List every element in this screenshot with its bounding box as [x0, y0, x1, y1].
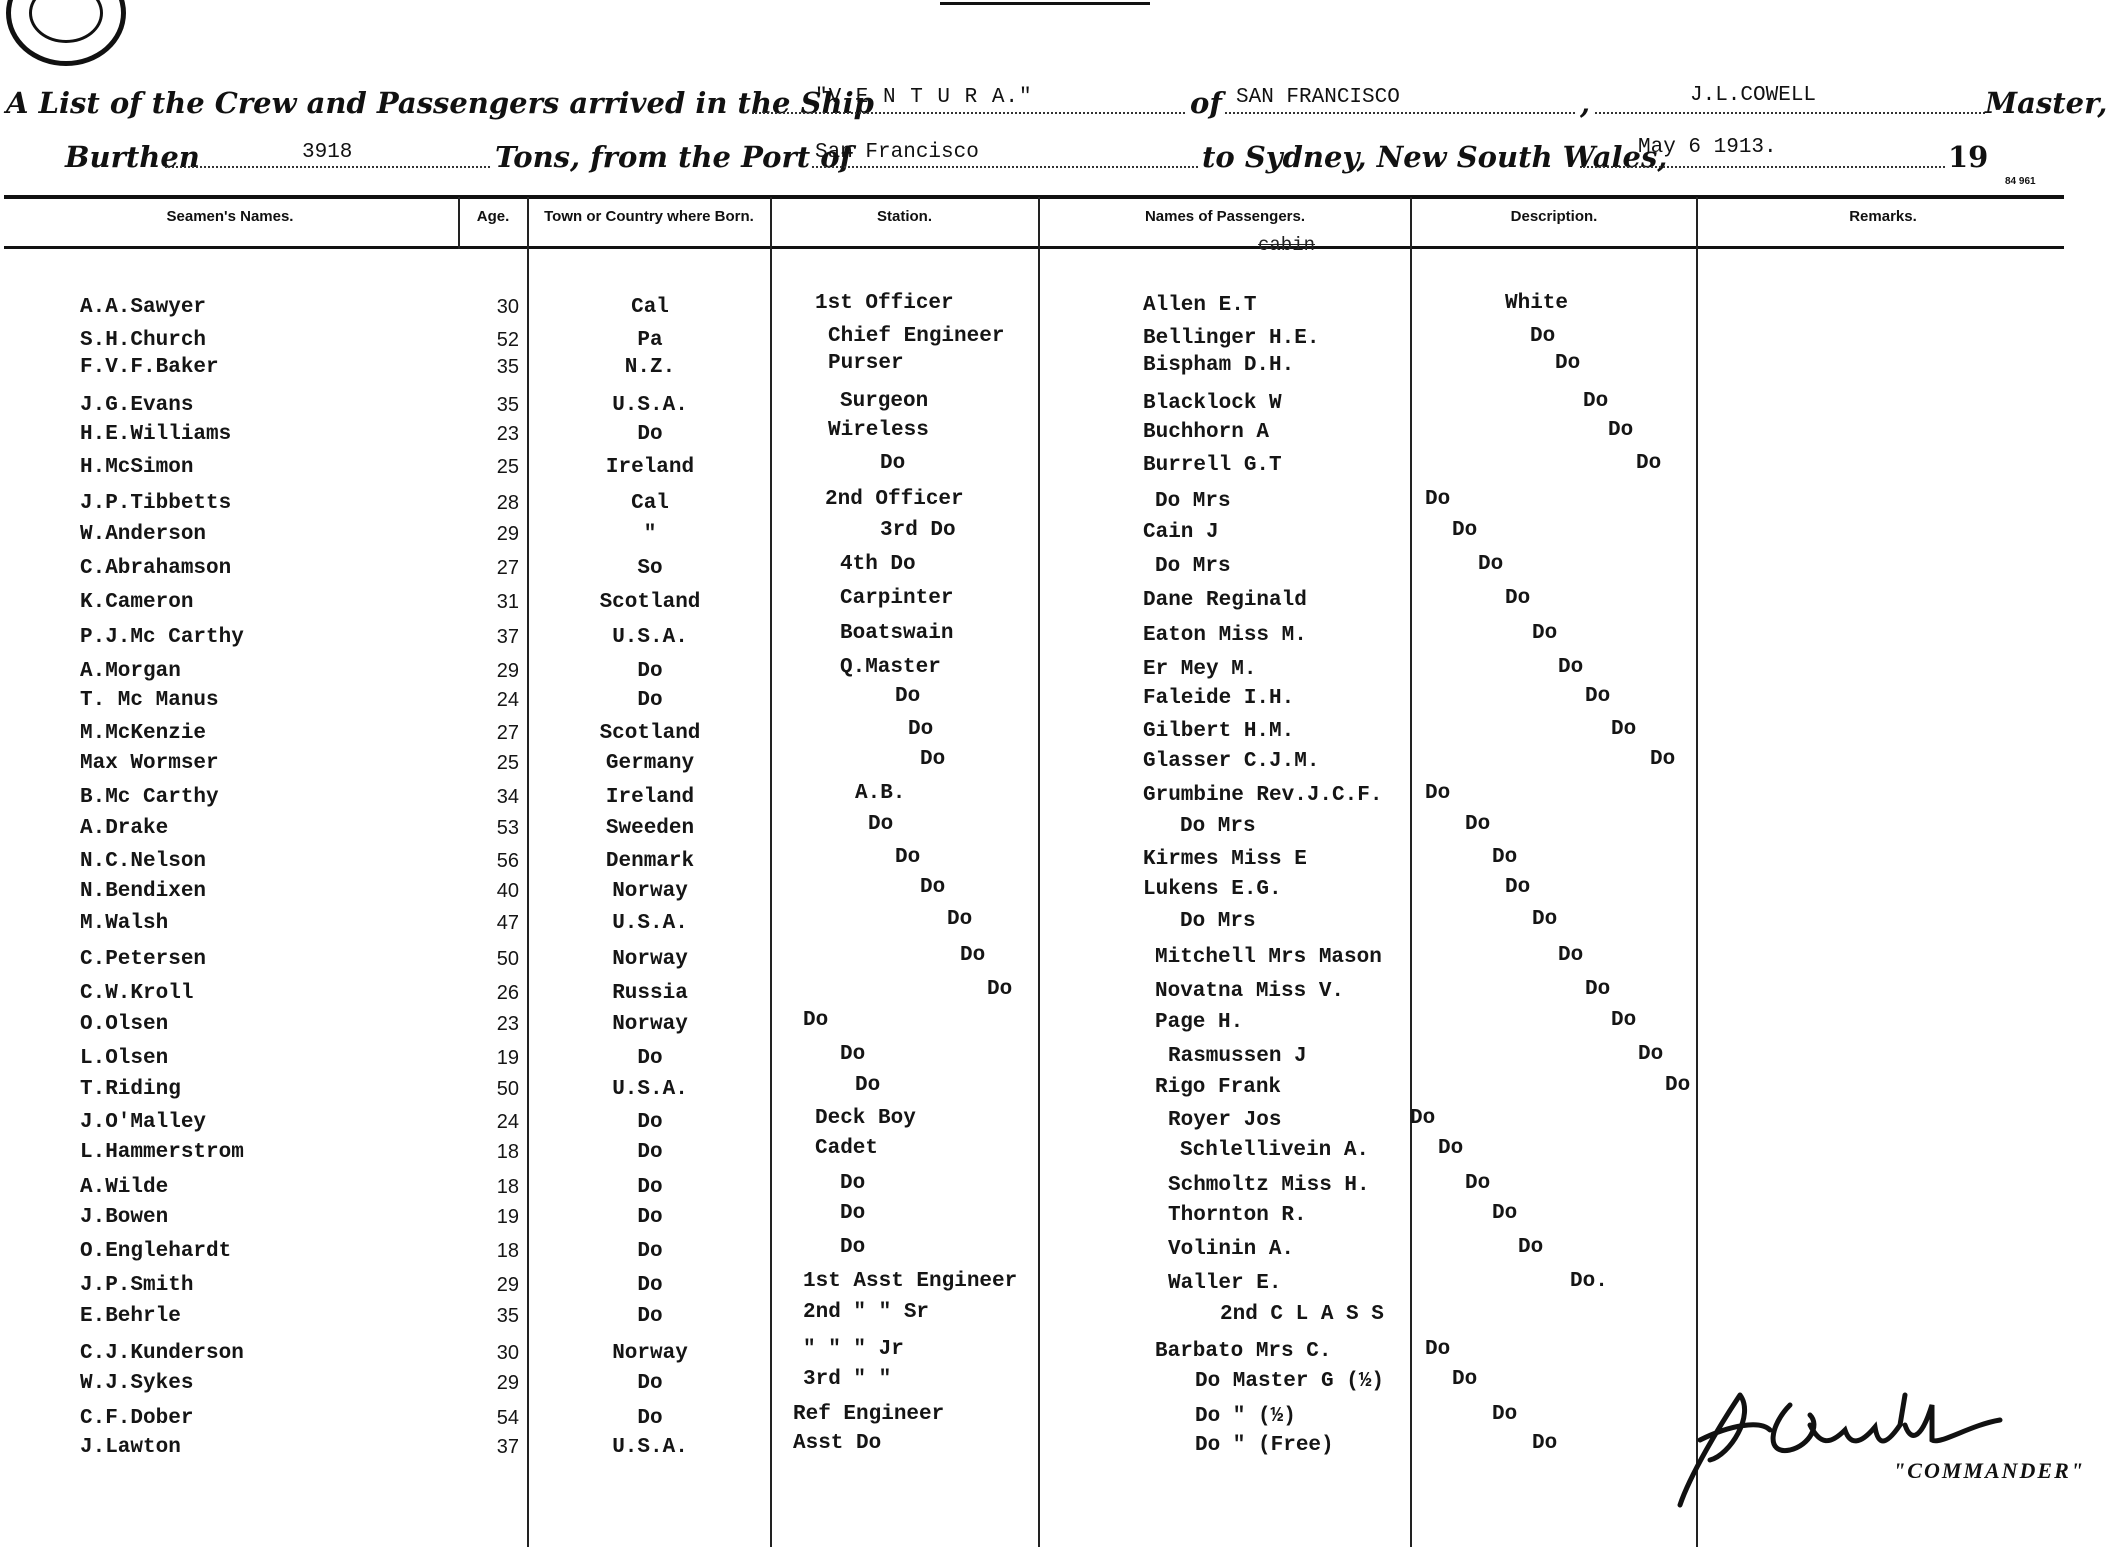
seaman-name: J.G.Evans — [80, 394, 194, 417]
seaman-age: 30 — [496, 1342, 519, 1364]
passenger-name: Blacklock W — [1143, 392, 1282, 415]
seaman-name: M.McKenzie — [80, 722, 207, 745]
passenger-description: Do. — [1570, 1270, 1608, 1293]
seaman-age: 26 — [496, 982, 519, 1004]
seaman-age: 30 — [496, 296, 519, 318]
from-port: San Francisco — [815, 141, 979, 164]
seaman-age: 18 — [496, 1176, 519, 1198]
seaman-birthplace: Do — [637, 1141, 663, 1164]
seaman-station: 4th Do — [840, 553, 916, 576]
column-divider-born — [527, 197, 529, 1547]
seaman-birthplace: " — [643, 523, 657, 546]
passenger-name: Dane Reginald — [1143, 589, 1307, 612]
seaman-name: W.J.Sykes — [80, 1372, 194, 1395]
seaman-station: Do — [908, 718, 934, 741]
seaman-birthplace: U.S.A. — [612, 1436, 688, 1459]
seaman-station: 2nd " " Sr — [803, 1301, 930, 1324]
seaman-station: Do — [840, 1202, 866, 1225]
passenger-name: Do " (Free) — [1195, 1434, 1334, 1457]
seaman-name: N.Bendixen — [80, 880, 207, 903]
seaman-birthplace: Cal — [631, 492, 669, 515]
passenger-description: Do — [1492, 1202, 1518, 1225]
arrival-date: May 6 1913. — [1638, 136, 1777, 159]
seaman-birthplace: Do — [637, 660, 663, 683]
passenger-description: Do — [1465, 1172, 1491, 1195]
passenger-name: Faleide I.H. — [1143, 687, 1295, 710]
seaman-birthplace: Ireland — [605, 456, 695, 479]
seaman-station: Do — [803, 1009, 829, 1032]
ship-name-dotline — [752, 112, 1185, 114]
column-divider-station — [770, 197, 772, 1547]
ship-name: "V E N T U R A." — [815, 86, 1033, 109]
passenger-description: Do — [1585, 685, 1611, 708]
seaman-birthplace: U.S.A. — [612, 626, 688, 649]
passenger-description: Do — [1425, 1338, 1451, 1361]
seaman-birthplace: Do — [637, 1111, 663, 1134]
column-header-remarks: Remarks. — [1849, 208, 1917, 225]
seaman-name: Max Wormser — [80, 752, 219, 775]
passenger-name: Do Mrs — [1180, 815, 1256, 838]
seaman-birthplace: Do — [637, 1047, 663, 1070]
passenger-description: Do — [1452, 519, 1478, 542]
passenger-description: Do — [1438, 1137, 1464, 1160]
seaman-age: 37 — [496, 626, 519, 648]
seaman-station: Surgeon — [840, 390, 929, 413]
year-prefix: 19 — [1948, 140, 1989, 174]
seaman-name: O.Olsen — [80, 1013, 169, 1036]
passenger-name: Kirmes Miss E — [1143, 848, 1307, 871]
port-of-registry: SAN FRANCISCO — [1236, 86, 1400, 109]
column-header-station: Station. — [877, 208, 932, 225]
passenger-description: Do — [1478, 553, 1504, 576]
seaman-birthplace: Do — [637, 1274, 663, 1297]
passenger-name: Thornton R. — [1168, 1204, 1307, 1227]
seaman-station: Carpinter — [840, 587, 954, 610]
seaman-birthplace: N.Z. — [624, 356, 676, 379]
passenger-description: Do — [1638, 1043, 1664, 1066]
from-port-dotline — [812, 166, 1198, 168]
seaman-birthplace: U.S.A. — [612, 394, 688, 417]
seaman-birthplace: Russia — [612, 982, 688, 1005]
passenger-description: Do — [1532, 908, 1558, 931]
seaman-age: 50 — [496, 948, 519, 970]
seaman-station: Do — [960, 944, 986, 967]
passenger-description: Do — [1583, 390, 1609, 413]
passenger-description: Do — [1608, 419, 1634, 442]
seaman-name: S.H.Church — [80, 329, 207, 352]
passenger-description: Do — [1518, 1236, 1544, 1259]
tonnage-dotline — [165, 166, 490, 168]
registry-dotline — [1225, 112, 1575, 114]
passenger-name: Buchhorn A — [1143, 421, 1270, 444]
seaman-station: Deck Boy — [815, 1107, 916, 1130]
seaman-name: C.J.Kunderson — [80, 1342, 244, 1365]
passenger-name: Rasmussen J — [1168, 1045, 1307, 1068]
seaman-birthplace: Do — [637, 1240, 663, 1263]
column-header-passengers: Names of Passengers. — [1144, 208, 1306, 225]
passenger-name: Royer Jos — [1168, 1109, 1282, 1132]
master-name: J.L.COWELL — [1690, 84, 1817, 107]
header-comma: , — [1580, 86, 1591, 120]
passenger-description: Do — [1465, 813, 1491, 836]
seaman-birthplace: So — [637, 557, 663, 580]
seaman-age: 19 — [496, 1047, 519, 1069]
passenger-description: Do — [1532, 1432, 1558, 1455]
passenger-description: Do — [1410, 1107, 1436, 1130]
seaman-station: 3rd " " — [803, 1368, 892, 1391]
seaman-age: 23 — [496, 423, 519, 445]
seaman-name: N.C.Nelson — [80, 850, 207, 873]
seaman-station: Ref Engineer — [793, 1403, 945, 1426]
seaman-station: Do — [987, 978, 1013, 1001]
column-divider-description — [1410, 197, 1412, 1547]
passenger-description: Do — [1650, 748, 1676, 771]
header-of-text: of — [1190, 86, 1222, 120]
column-header-age: Age. — [476, 208, 510, 225]
passenger-name: Rigo Frank — [1155, 1076, 1282, 1099]
passenger-description: Do — [1611, 718, 1637, 741]
header-line1-text: A List of the Crew and Passengers arrived in the Ship — [6, 86, 874, 120]
seaman-name: P.J.Mc Carthy — [80, 626, 244, 649]
column-divider-passengers — [1038, 197, 1040, 1547]
seaman-birthplace: Norway — [612, 1342, 688, 1365]
passenger-name: Do " (½) — [1195, 1405, 1296, 1428]
form-number: 84 961 — [2005, 176, 2036, 187]
column-header-seamen: Seamen's Names. — [166, 208, 294, 225]
seaman-age: 18 — [496, 1240, 519, 1262]
seaman-station: Q.Master — [840, 656, 941, 679]
seaman-station: Do — [855, 1074, 881, 1097]
passenger-description: White — [1505, 292, 1569, 315]
passenger-name: Do Mrs — [1155, 490, 1231, 513]
passenger-name: Burrell G.T — [1143, 454, 1282, 477]
seaman-name: A.Wilde — [80, 1176, 169, 1199]
seaman-birthplace: Norway — [612, 1013, 688, 1036]
seaman-station: Cadet — [815, 1137, 879, 1160]
seaman-name: J.Lawton — [80, 1436, 181, 1459]
seaman-birthplace: Denmark — [605, 850, 695, 873]
customs-seal — [6, 0, 126, 66]
seaman-name: C.F.Dober — [80, 1407, 194, 1430]
seaman-station: Wireless — [828, 419, 929, 442]
seaman-name: B.Mc Carthy — [80, 786, 219, 809]
seaman-age: 24 — [496, 689, 519, 711]
seaman-name: F.V.F.Baker — [80, 356, 219, 379]
header-master-text: Master, — [1985, 86, 2107, 120]
passenger-name: Cain J — [1143, 521, 1219, 544]
seaman-age: 25 — [496, 456, 519, 478]
passenger-description: Do — [1505, 876, 1531, 899]
top-rule-mark — [940, 2, 1150, 5]
seaman-age: 35 — [496, 394, 519, 416]
seaman-age: 29 — [496, 523, 519, 545]
passenger-description: Do — [1611, 1009, 1637, 1032]
seaman-name: T.Riding — [80, 1078, 181, 1101]
seaman-station: Do — [920, 876, 946, 899]
seaman-age: 40 — [496, 880, 519, 902]
seaman-birthplace: Ireland — [605, 786, 695, 809]
seaman-birthplace: Scotland — [599, 722, 701, 745]
header-tons-text: Tons, from the Port of — [495, 140, 853, 174]
passenger-name: Glasser C.J.M. — [1143, 750, 1320, 773]
seaman-age: 18 — [496, 1141, 519, 1163]
passenger-name: Allen E.T — [1143, 294, 1257, 317]
column-divider-remarks — [1696, 197, 1698, 1547]
seaman-age: 56 — [496, 850, 519, 872]
seaman-age: 50 — [496, 1078, 519, 1100]
seaman-age: 19 — [496, 1206, 519, 1228]
passenger-description: Do — [1665, 1074, 1691, 1097]
seaman-age: 28 — [496, 492, 519, 514]
passenger-description: Do — [1452, 1368, 1478, 1391]
seaman-station: 3rd Do — [880, 519, 956, 542]
master-signature — [1670, 1385, 2030, 1515]
passenger-description: Do — [1425, 488, 1451, 511]
seaman-name: C.Abrahamson — [80, 557, 232, 580]
seaman-name: J.Bowen — [80, 1206, 169, 1229]
seaman-birthplace: Do — [637, 1372, 663, 1395]
seaman-name: W.Anderson — [80, 523, 207, 546]
passenger-description: Do — [1492, 1403, 1518, 1426]
seaman-station: Do — [868, 813, 894, 836]
seaman-station: Do — [840, 1236, 866, 1259]
seaman-birthplace: Scotland — [599, 591, 701, 614]
seaman-name: C.Petersen — [80, 948, 207, 971]
passenger-description: Do — [1492, 846, 1518, 869]
seaman-station: Do — [895, 685, 921, 708]
seaman-name: A.Drake — [80, 817, 169, 840]
seaman-age: 29 — [496, 660, 519, 682]
passenger-name: Bellinger H.E. — [1143, 327, 1320, 350]
seaman-name: K.Cameron — [80, 591, 194, 614]
passenger-description: Do — [1585, 978, 1611, 1001]
seaman-name: J.O'Malley — [80, 1111, 207, 1134]
seaman-name: H.McSimon — [80, 456, 194, 479]
passenger-name: Volinin A. — [1168, 1238, 1295, 1261]
seaman-station: " " " Jr — [803, 1338, 904, 1361]
passenger-name: Grumbine Rev.J.C.F. — [1143, 784, 1383, 807]
seaman-name: E.Behrle — [80, 1305, 181, 1328]
seaman-age: 35 — [496, 1305, 519, 1327]
seaman-station: 1st Officer — [815, 292, 954, 315]
table-top-rule — [4, 195, 2064, 199]
header-burthen-text: Burthen — [65, 140, 200, 174]
seaman-birthplace: Pa — [637, 329, 663, 352]
tonnage: 3918 — [302, 141, 353, 164]
passenger-description: Do — [1532, 622, 1558, 645]
passenger-description: Do — [1425, 782, 1451, 805]
passenger-name: Mitchell Mrs Mason — [1155, 946, 1382, 969]
seaman-age: 25 — [496, 752, 519, 774]
seaman-birthplace: Cal — [631, 296, 669, 319]
seaman-station: Do — [947, 908, 973, 931]
seaman-birthplace: Germany — [605, 752, 695, 775]
passenger-name: Eaton Miss M. — [1143, 624, 1307, 647]
seaman-birthplace: Do — [637, 1407, 663, 1430]
seaman-birthplace: Do — [637, 423, 663, 446]
seaman-birthplace: Norway — [612, 948, 688, 971]
seaman-name: A.A.Sawyer — [80, 296, 207, 319]
seaman-age: 53 — [496, 817, 519, 839]
passenger-name: Do Mrs — [1180, 910, 1256, 933]
seaman-birthplace: Do — [637, 1176, 663, 1199]
seaman-station: 1st Asst Engineer — [803, 1270, 1018, 1293]
passenger-name: Gilbert H.M. — [1143, 720, 1295, 743]
passenger-description: Do — [1558, 944, 1584, 967]
passenger-name: Schlellivein A. — [1180, 1139, 1370, 1162]
seaman-age: 34 — [496, 786, 519, 808]
seaman-name: J.P.Tibbetts — [80, 492, 232, 515]
seaman-station: Do — [840, 1172, 866, 1195]
seaman-station: Do — [840, 1043, 866, 1066]
table-header-rule — [4, 246, 2064, 249]
seaman-station: Chief Engineer — [828, 325, 1005, 348]
seaman-name: H.E.Williams — [80, 423, 232, 446]
seaman-station: Do — [920, 748, 946, 771]
seaman-age: 35 — [496, 356, 519, 378]
seaman-age: 52 — [496, 329, 519, 351]
passenger-description: Do — [1530, 325, 1556, 348]
seaman-name: A.Morgan — [80, 660, 181, 683]
seaman-name: M.Walsh — [80, 912, 169, 935]
seaman-station: Asst Do — [793, 1432, 882, 1455]
seaman-birthplace: U.S.A. — [612, 1078, 688, 1101]
seaman-birthplace: Sweeden — [605, 817, 695, 840]
seaman-station: A.B. — [855, 782, 906, 805]
seaman-age: 37 — [496, 1436, 519, 1458]
passenger-description: Do — [1558, 656, 1584, 679]
commander-stamp: "COMMANDER" — [1893, 1458, 2085, 1483]
seaman-name: O.Englehardt — [80, 1240, 232, 1263]
passenger-name: 2nd C L A S S — [1220, 1303, 1384, 1326]
date-dotline — [1580, 166, 1945, 168]
master-dotline — [1595, 112, 1985, 114]
column-header-born: Town or Country where Born. — [544, 208, 754, 225]
passenger-name: Barbato Mrs C. — [1155, 1340, 1332, 1363]
passenger-description: Do — [1555, 352, 1581, 375]
passenger-name: Lukens E.G. — [1143, 878, 1282, 901]
passenger-description: Do — [1505, 587, 1531, 610]
seaman-station: Boatswain — [840, 622, 954, 645]
column-header-description: Description. — [1510, 208, 1598, 225]
seaman-station: Do — [880, 452, 906, 475]
seaman-birthplace: Do — [637, 689, 663, 712]
seaman-station: Purser — [828, 352, 904, 375]
passenger-name: Schmoltz Miss H. — [1168, 1174, 1370, 1197]
seaman-age: 27 — [496, 557, 519, 579]
seaman-birthplace: U.S.A. — [612, 912, 688, 935]
seaman-name: J.P.Smith — [80, 1274, 194, 1297]
seaman-birthplace: Do — [637, 1206, 663, 1229]
seaman-name: L.Hammerstrom — [80, 1141, 244, 1164]
seaman-station: 2nd Officer — [825, 488, 964, 511]
passenger-name: Do Master G (½) — [1195, 1370, 1385, 1393]
cabin-note: cabin — [1258, 234, 1316, 256]
passenger-name: Waller E. — [1168, 1272, 1282, 1295]
seaman-birthplace: Norway — [612, 880, 688, 903]
seaman-age: 29 — [496, 1274, 519, 1296]
seaman-name: T. Mc Manus — [80, 689, 219, 712]
seaman-station: Do — [895, 846, 921, 869]
seaman-age: 54 — [496, 1407, 519, 1429]
seaman-age: 29 — [496, 1372, 519, 1394]
seaman-age: 31 — [496, 591, 519, 613]
seaman-age: 24 — [496, 1111, 519, 1133]
header-to-sydney-text: to Sydney, New South Wales, — [1202, 140, 1668, 174]
passenger-name: Er Mey M. — [1143, 658, 1257, 681]
seaman-age: 23 — [496, 1013, 519, 1035]
seaman-birthplace: Do — [637, 1305, 663, 1328]
passenger-name: Novatna Miss V. — [1155, 980, 1345, 1003]
seaman-age: 27 — [496, 722, 519, 744]
passenger-description: Do — [1636, 452, 1662, 475]
seaman-name: L.Olsen — [80, 1047, 169, 1070]
passenger-name: Page H. — [1155, 1011, 1244, 1034]
passenger-name: Do Mrs — [1155, 555, 1231, 578]
seaman-name: C.W.Kroll — [80, 982, 194, 1005]
passenger-name: Bispham D.H. — [1143, 354, 1295, 377]
seaman-age: 47 — [496, 912, 519, 934]
